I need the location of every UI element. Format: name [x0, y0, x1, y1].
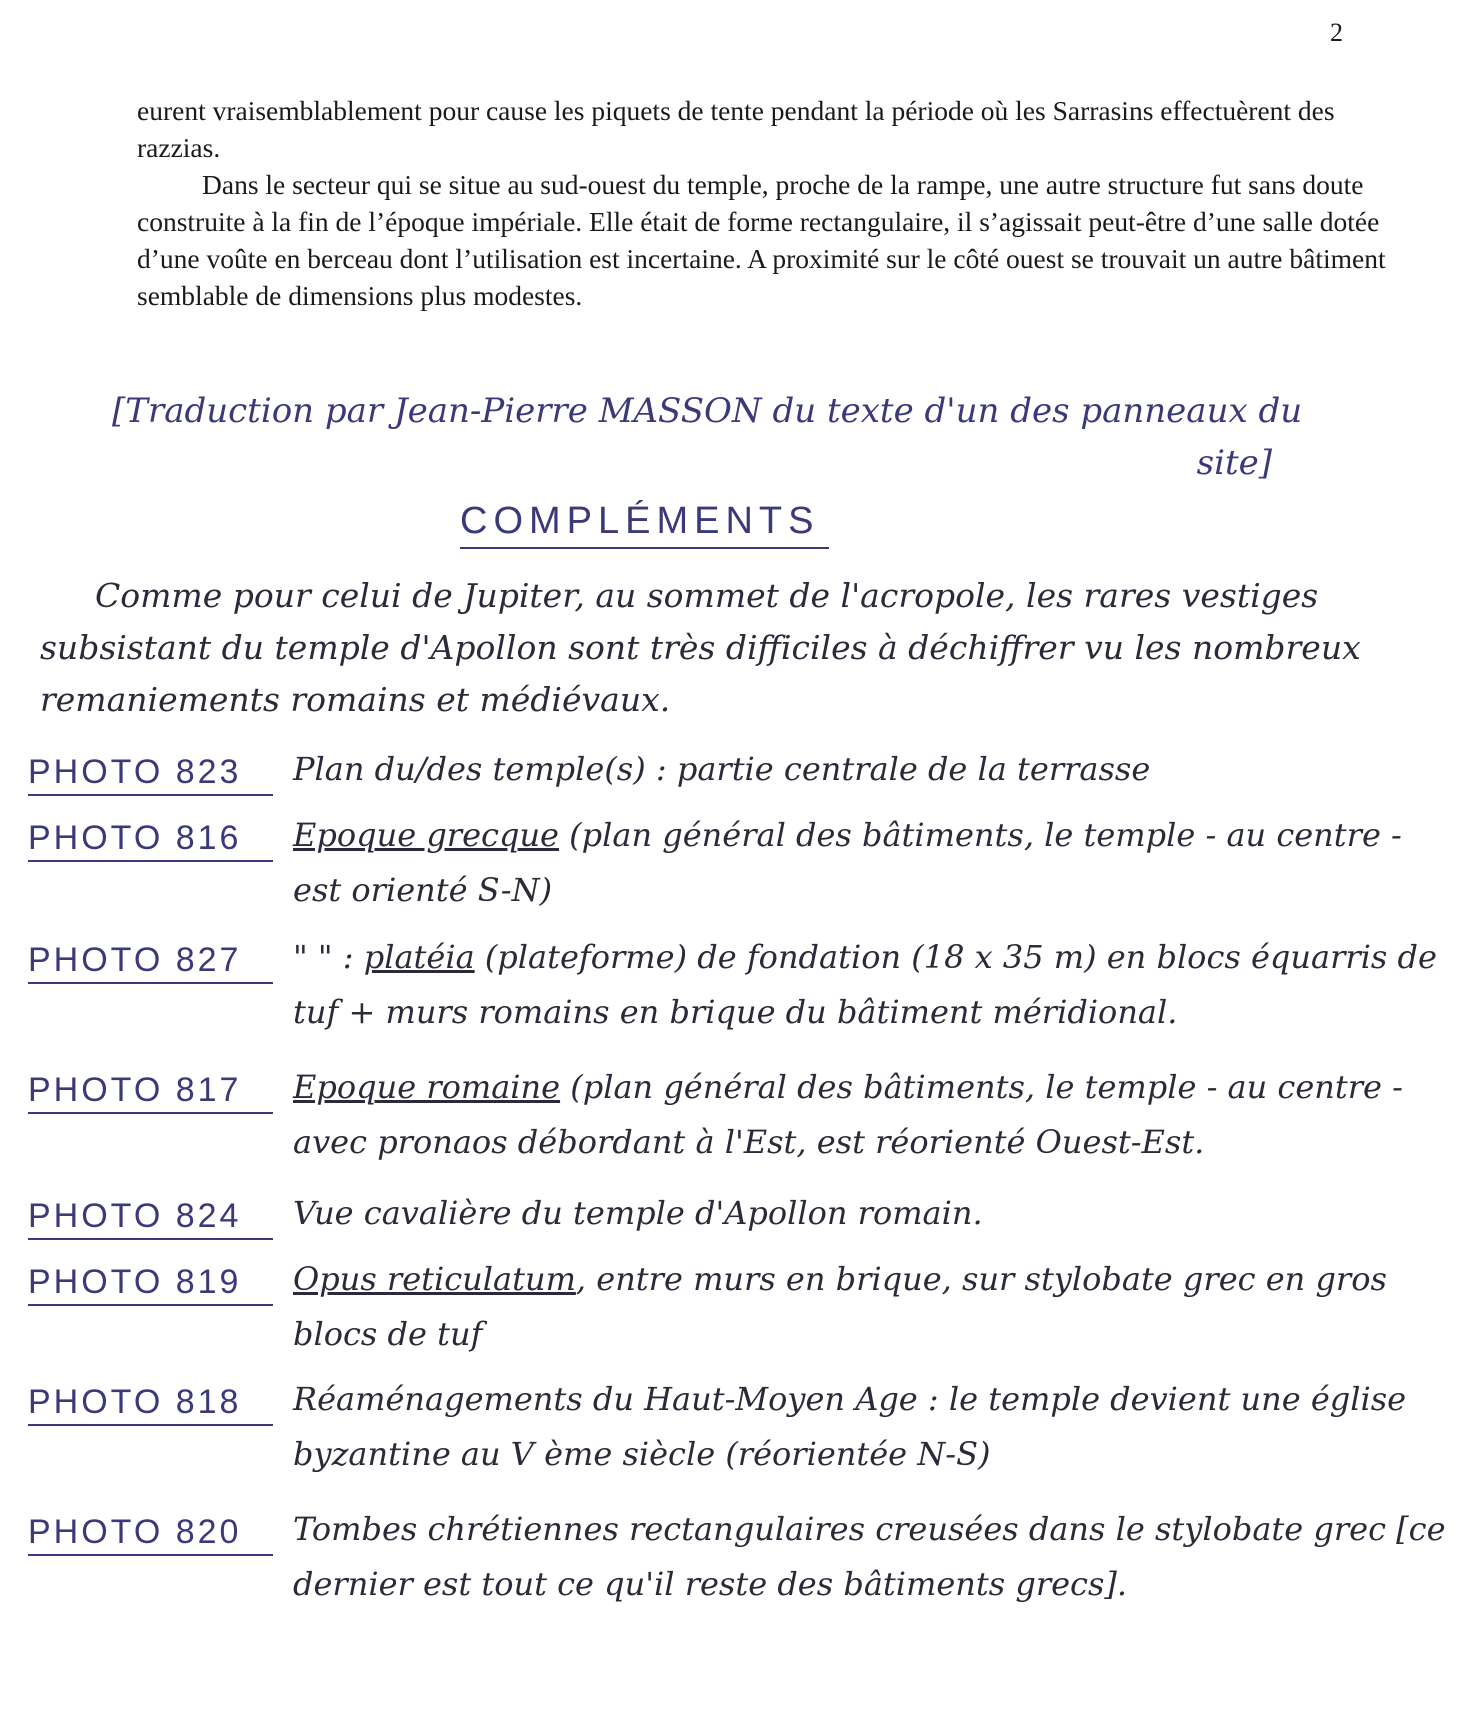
translator-note-line: site]	[1196, 443, 1272, 483]
photo-emphasis: Epoque romaine	[293, 1068, 561, 1106]
photo-description	[293, 1186, 1448, 1241]
photo-entry	[28, 1510, 1448, 1630]
photo-label: PHOTO 824	[28, 1194, 273, 1240]
photo-label: PHOTO 827	[28, 938, 273, 984]
translator-note-line: [Traduction par Jean-Pierre MASSON du texte d'un des panneaux du	[112, 391, 1303, 431]
photo-entry	[28, 938, 1448, 1068]
photo-description	[293, 1502, 1448, 1612]
page-number: 2	[1330, 18, 1343, 47]
typed-paragraph: eurent vraisemblablement pour cause les piquets de tente pendant la période où les Sarrasins effectuèrent des razzias.	[137, 95, 1335, 163]
photo-label: PHOTO 819	[28, 1260, 273, 1306]
photo-entry	[28, 1068, 1448, 1194]
translator-note	[112, 385, 1422, 489]
photo-text: (plan général des bâtiments, le temple - au centre - est orienté S-N)	[293, 816, 1402, 909]
typed-paragraph: Dans le secteur qui se situe au sud-ouest du temple, proche de la rampe, une autre structure fut sans doute construite à la fin de l’époque impériale. Elle était de forme rectangulaire, il s’agissait peut-être d’une salle dotée d’une voûte en berceau dont l’utilisation est incertaine. A proximité sur le côté ouest se trouvait un autre bâtiment semblable de dimensions plus modestes.	[137, 169, 1386, 311]
photo-text: Réaménagements du Haut-Moyen Age : le temple devient une église byzantine au V ème siècle (réorientée N-S)	[293, 1380, 1407, 1473]
photo-description	[293, 1252, 1448, 1362]
photo-text: Vue cavalière du temple d'Apollon romain.	[293, 1194, 983, 1232]
photo-text: (plan général des bâtiments, le temple - au centre - avec pronaos débordant à l'Est, est réorienté Ouest-Est.	[293, 1068, 1403, 1161]
complements-heading: COMPLÉMENTS	[460, 500, 829, 549]
photo-label: PHOTO 823	[28, 750, 273, 796]
photo-description	[293, 742, 1448, 797]
photo-description	[293, 1060, 1448, 1170]
photo-text: Tombes chrétiennes rectangulaires creusées dans le stylobate grec [ce dernier est tout ce qu'il reste des bâtiments grecs].	[293, 1510, 1446, 1603]
photo-entry	[28, 1194, 1448, 1260]
typed-text-block	[137, 92, 1407, 314]
photo-text: Plan du/des temple(s) : partie centrale de la terrasse	[293, 750, 1151, 788]
photo-emphasis: platéia	[363, 938, 475, 976]
photo-description	[293, 1372, 1448, 1482]
photo-list	[28, 750, 1448, 1630]
photo-description	[293, 808, 1448, 918]
photo-text: , entre murs en brique, sur stylobate grec en gros blocs de tuf	[293, 1260, 1387, 1353]
photo-entry	[28, 1260, 1448, 1380]
photo-label: PHOTO 818	[28, 1380, 273, 1426]
photo-emphasis: Opus reticulatum	[293, 1260, 576, 1298]
photo-emphasis: Epoque grecque	[293, 816, 559, 854]
photo-label: PHOTO 817	[28, 1068, 273, 1114]
photo-entry	[28, 750, 1448, 816]
photo-entry	[28, 816, 1448, 938]
photo-description	[293, 930, 1448, 1040]
photo-entry	[28, 1380, 1448, 1510]
photo-label: PHOTO 820	[28, 1510, 273, 1556]
photo-label: PHOTO 816	[28, 816, 273, 862]
photo-text: (plateforme) de fondation (18 x 35 m) en blocs équarris de tuf + murs romains en brique du bâtiment méridional.	[293, 938, 1437, 1031]
photo-pre: " " :	[293, 938, 364, 976]
intro-paragraph: Comme pour celui de Jupiter, au sommet de l'acropole, les rares vestiges subsistant du temple d'Apollon sont très difficiles à déchiffrer vu les nombreux remaniements romains et médiévaux.	[40, 576, 1361, 719]
